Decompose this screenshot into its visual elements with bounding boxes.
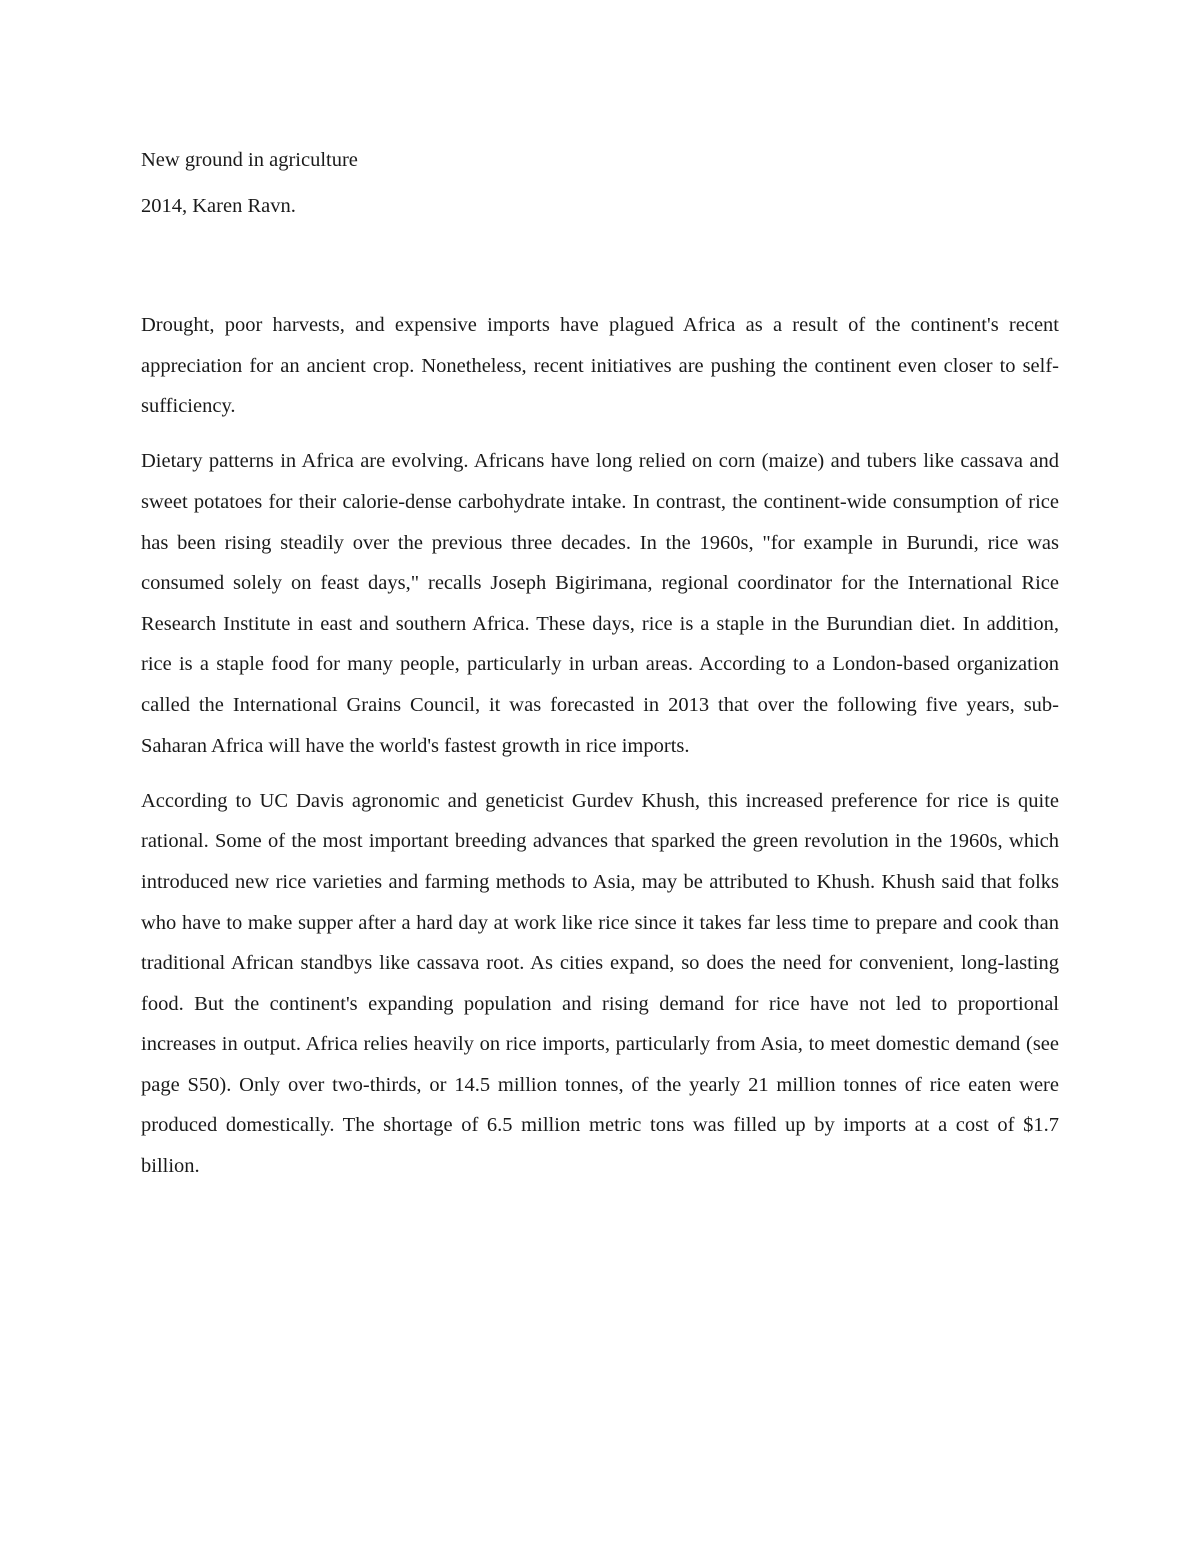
paragraph-rice-preference: According to UC Davis agronomic and geneticist Gurdev Khush, this increased preference for rice is quite rational. Some of the most important breeding advances that sparked the green revolution in the 1960s, which introduced new rice varieties and farming methods to Asia, may be attributed to Khush. Khush said that folks who have to make supper after a hard day at work like rice since it takes far less time to prepare and cook than traditional African standbys like cassava root. As cities expand, so does the need for convenient, long-lasting food. But the continent's expanding population and rising demand for rice have not led to proportional increases in output. Africa relies heavily on rice imports, particularly from Asia, to meet domestic demand (see page S50). Only over two-thirds, or 14.5 million tonnes, of the yearly 21 million tonnes of rice eaten were produced domestically. The shortage of 6.5 million metric tons was filled up by imports at a cost of $1.7 billion. <box>141 789 1059 1178</box>
document-content <box>141 140 1059 1201</box>
paragraph-intro: Drought, poor harvests, and expensive imports have plagued Africa as a result of the continent's recent appreciation for an ancient crop. Nonetheless, recent initiatives are pushing the continent even closer to self-sufficiency. <box>141 314 1059 418</box>
document-title: New ground in agriculture <box>141 149 358 171</box>
paragraph-dietary-patterns: Dietary patterns in Africa are evolving. Africans have long relied on corn (maize) and tubers like cassava and sweet potatoes for their calorie-dense carbohydrate intake. In contrast, the continent-wide consumption of rice has been rising steadily over the previous three decades. In the 1960s, "for example in Burundi, rice was consumed solely on feast days," recalls Joseph Bigirimana, regional coordinator for the International Rice Research Institute in east and southern Africa. These days, rice is a staple in the Burundian diet. In addition, rice is a staple food for many people, particularly in urban areas. According to a London-based organization called the International Grains Council, it was forecasted in 2013 that over the following five years, sub-Saharan Africa will have the world's fastest growth in rice imports. <box>141 450 1059 757</box>
document-body <box>141 305 1059 1186</box>
document-byline: 2014, Karen Ravn. <box>141 194 296 217</box>
